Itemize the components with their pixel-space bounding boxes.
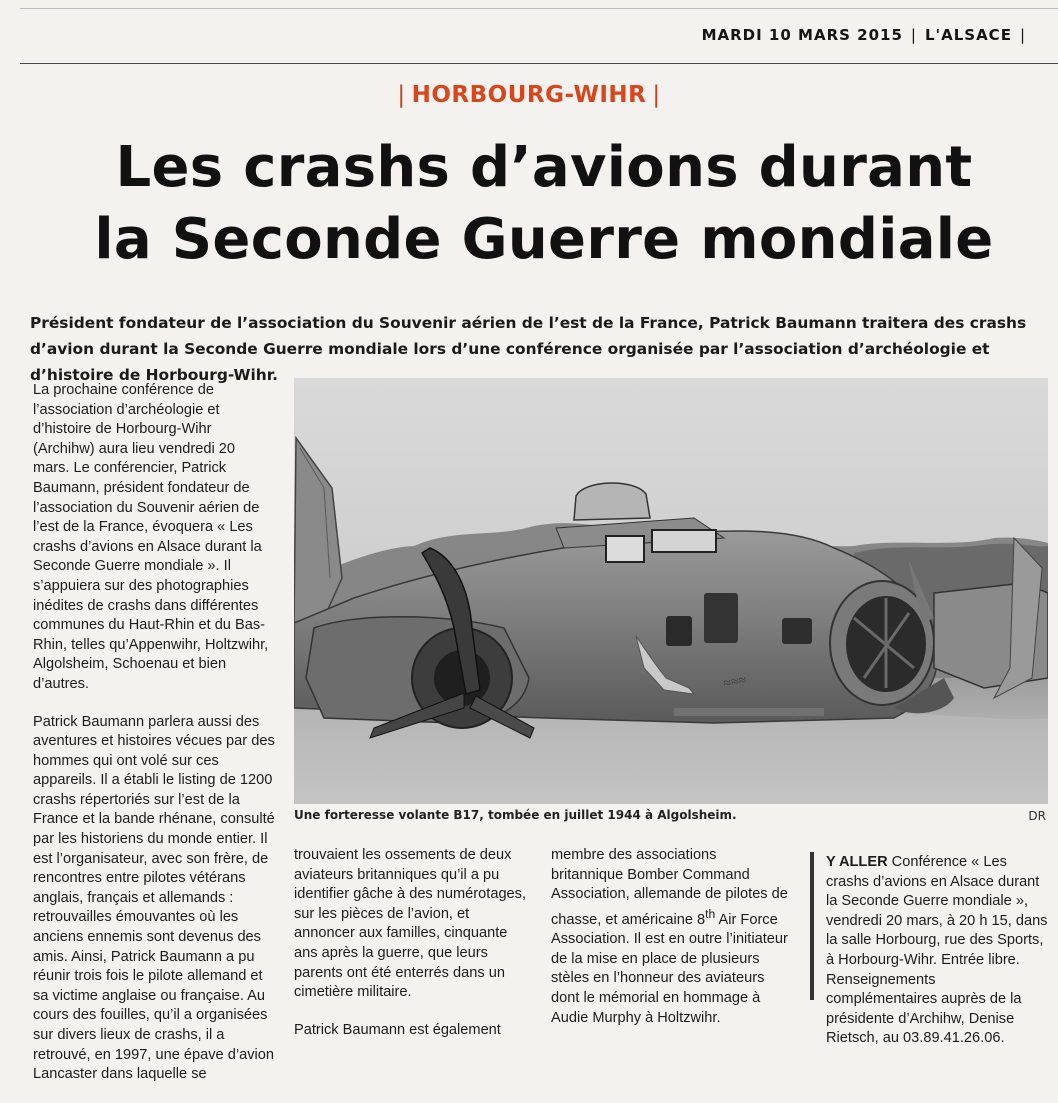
article-column-3 (551, 846, 791, 1046)
lead-paragraph: Président fondateur de l’association du Souvenir aérien de l’est de la France, Patrick Baumann traitera des crashs d’avion durant la Seconde Guerre mondiale lors d’une conférence organisée par l’association d’archéologie et d’histoire de Horbourg-Wihr. (30, 314, 1027, 384)
y-aller-rule (810, 852, 814, 1000)
photo-caption: Une forteresse volante B17, tombée en juillet 1944 à Algolsheim. (294, 808, 737, 822)
section-kicker (391, 82, 666, 108)
header-rule (20, 63, 1058, 64)
kicker-bar: | (397, 82, 406, 108)
y-aller-label: Y ALLER (826, 854, 888, 870)
masthead-separator: | (910, 26, 917, 44)
kicker-label: HORBOURG-WIHR (411, 82, 647, 108)
body-paragraph: Patrick Baumann est également (294, 1021, 501, 1038)
article-column-2 (294, 846, 534, 1058)
body-paragraph: La prochaine conférence de l’association d’archéologie et d’histoire de Horbourg-Wihr (Archihw) aura lieu vendredi 20 mars. Le conférencier, Patrick Baumann, président fondateur de l’association du Souvenir aérien de l’est de la France, évoquera « Les crashs d’avions en Alsace durant la Seconde Guerre mondiale ». Il s’appuiera sur des photographies inédites de crashs dans différentes communes du Haut-Rhin et du Bas-Rhin, telles qu’Appenwihr, Holtzwihr, Algolsheim, Schoenau et bien d’autres. (33, 382, 269, 692)
body-text: Air Force Association. Il est en outre l’initiateur de la mise en place de plusieurs stèles en l’honneur des aviateurs dont le mémorial en hommage à Audie Murphy à Holtzwihr. (551, 911, 788, 1026)
y-aller-text: Conférence « Les crashs d’avions en Alsace durant la Seconde Guerre mondiale », vendredi 20 mars, à 20 h 15, dans la salle Horbourg, rue des Sports, à Horbourg-Wihr. Entrée libre. Renseignements complémentaires auprès de la présidente d’Archihw, Denise Rietsch, au 03.89.41.26.06. (826, 854, 1048, 1047)
ordinal-suffix: th (705, 906, 716, 921)
photo-b17-wreck (294, 378, 1048, 804)
photo-credit: DR (1028, 809, 1046, 823)
b17-photo-illustration (294, 378, 1048, 804)
headline-line-2: la Seconde Guerre mondiale (94, 207, 994, 272)
masthead-paper: L'ALSACE (924, 26, 1012, 44)
kicker-row (0, 82, 1058, 108)
masthead-date: MARDI 10 MARS 2015 (701, 26, 903, 44)
masthead-separator: | (1019, 26, 1026, 44)
masthead (702, 26, 1034, 44)
masthead-top-rule (20, 8, 1058, 9)
svg-text:≈≈≈: ≈≈≈ (722, 673, 748, 692)
body-paragraph: Patrick Baumann parlera aussi des aventures et histoires vécues par des hommes qui ont volé sur ces appareils. Il a établi le listing de 1200 crashs répertoriés sur l’est de la France et la bande rhénane, consulté par les historiens du monde entier. Il est l’organisateur, avec son frère, de rencontres entre pilotes vétérans anglais, français et allemands : retrouvailles émouvantes où les anciens ennemis sont devenus des amis. Ainsi, Patrick Baumann a pu réunir trois fois le pilote allemand et sa victime anglaise ou française. Au cours des fouilles, qu’il a organisées sur divers lieux de crashs, il a retrouvé, en 1997, une épave d’avion Lancaster dans laquelle se (33, 713, 275, 1083)
headline (30, 132, 1058, 276)
body-paragraph (551, 846, 791, 1028)
body-paragraph: trouvaient les ossements de deux aviateurs britanniques qu’il a pu identifier gâche à des numérotages, sur les pièces de l’avion, et annoncer aux familles, cinquante ans après la guerre, que leurs parents ont été enterrés dans un cimetière militaire. (294, 847, 527, 1001)
kicker-bar: | (652, 82, 661, 108)
body-text: membre des associations britannique Bomber Command Association, allemande de pilotes de chasse, et américaine 8 (551, 847, 788, 928)
article-column-1 (33, 381, 275, 1103)
headline-line-1: Les crashs d’avions durant (115, 135, 973, 200)
